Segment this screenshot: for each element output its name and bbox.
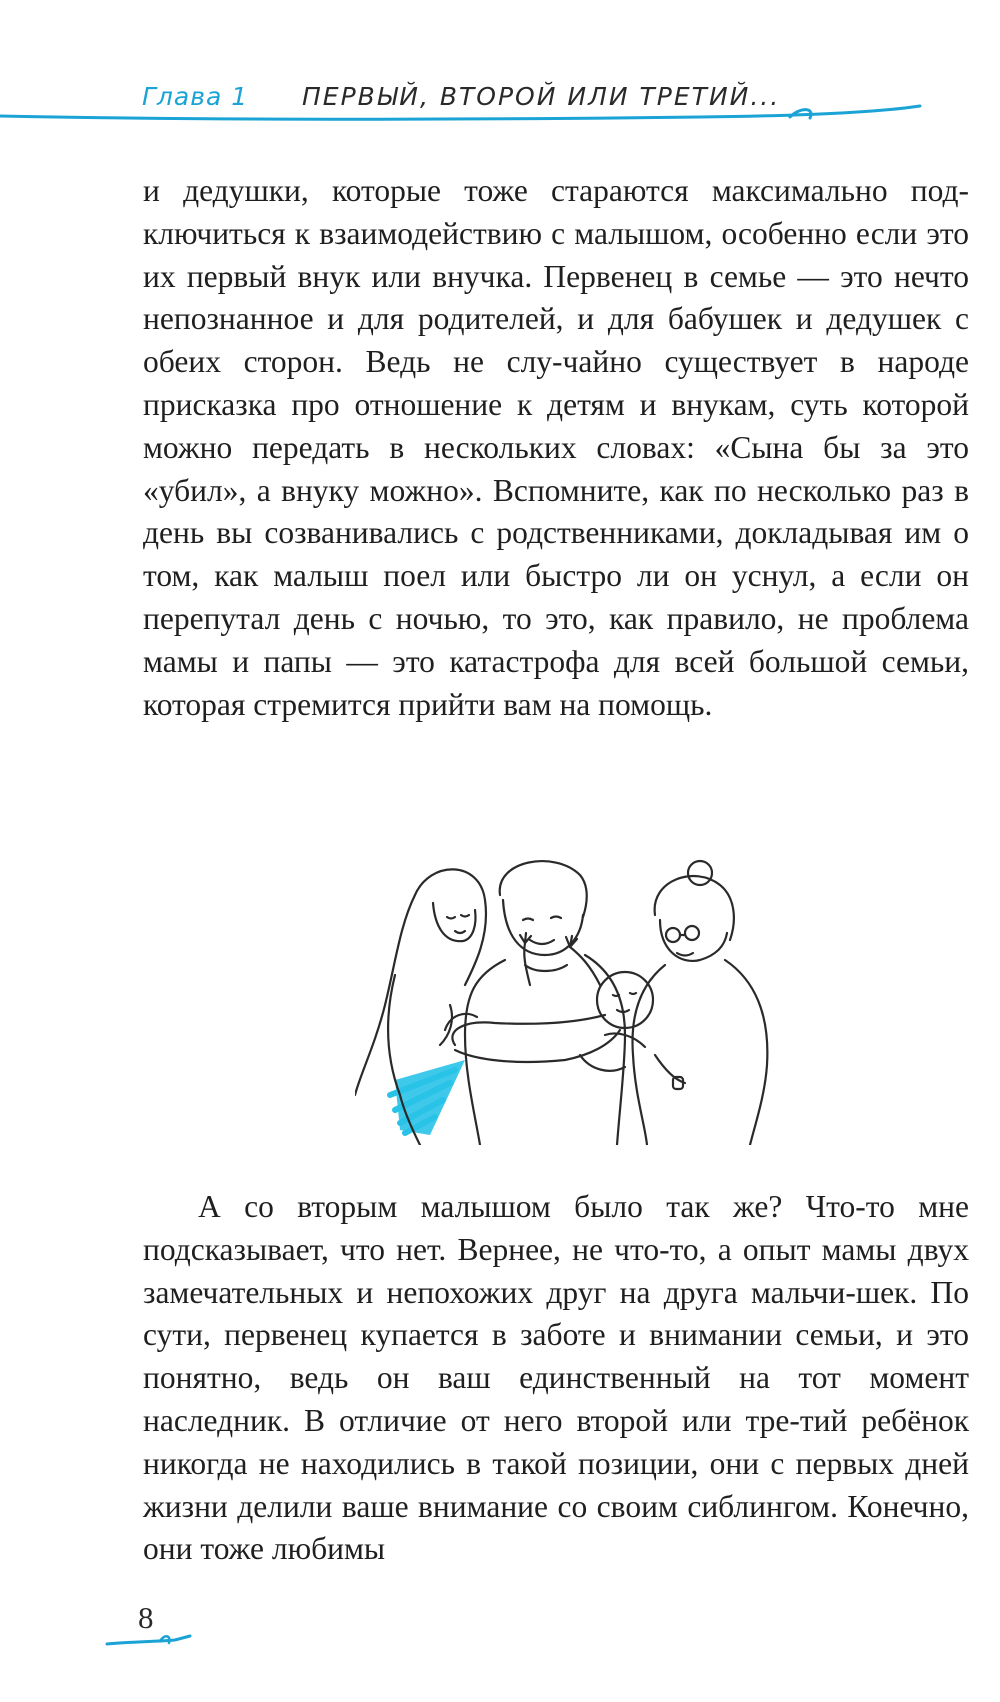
header-rule-icon xyxy=(0,102,1000,132)
page-number: 8 xyxy=(138,1600,154,1635)
chapter-label: Глава 1 xyxy=(142,82,249,111)
running-head xyxy=(0,62,1000,132)
paragraph-1: и дедушки, которые тоже стараются максимально под-ключиться к взаимодействию с малышом, особенно если это их первый внук или внучка. Первенец в семье — это нечто непознанное и для родителей, и для бабушек и дедушек с обеих сторон. Ведь не слу-чайно существует в народе присказка про отношение к детям и внукам, суть которой можно передать в нескольких словах: «Сына бы за это «убил», а внуку можно». Вспомните, как по несколько раз в день вы созванивались с родственниками, докладывая им о том, как малыш поел или быстро ли он уснул, а если он перепутал день с ночью, то это, как правило, не проблема мамы и папы — это катастрофа для всей большой семьи, которая стремится прийти вам на помощь. xyxy=(143,173,969,722)
family-with-baby-illustration-icon xyxy=(355,855,795,1145)
paragraph-2: А со вторым малышом было так же? Что-то мне подсказывает, что нет. Вернее, не что-то, а опыт мамы двух замечательных и непохожих друг на друга мальчи-шек. По сути, первенец купается в заботе и внимании семьи, и это понятно, ведь он ваш единственный на тот момент наследник. В отличие от него второй или тре-тий ребёнок никогда не находились в такой позиции, они с первых дней жизни делили ваше внимание со своим сиблингом. Конечно, они тоже любимы xyxy=(143,1189,969,1567)
chapter-title: ПЕРВЫЙ, ВТОРОЙ ИЛИ ТРЕТИЙ... xyxy=(302,82,781,111)
page-number-swash-icon xyxy=(105,1632,195,1652)
